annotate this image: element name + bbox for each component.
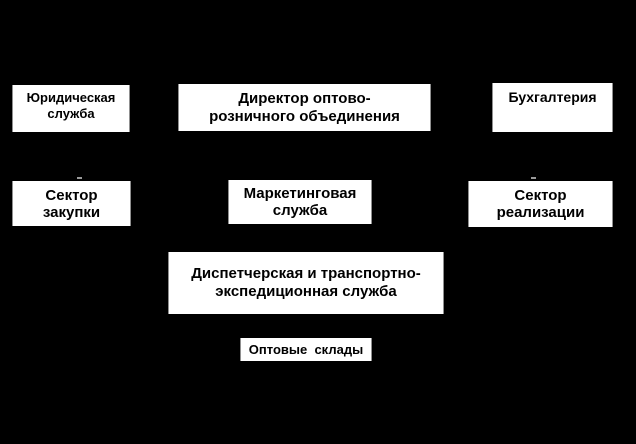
node-purchasing-sector [12, 181, 131, 226]
node-wholesale-warehouses-line1: Оптовые склады [248, 342, 364, 357]
node-dispatch-service-line1: Диспетчерская и транспортно- [191, 265, 421, 282]
node-director-line1: Директор оптово- [238, 89, 371, 107]
node-purchasing-sector-line1: Сектор [45, 186, 98, 204]
node-dispatch-service [168, 252, 444, 314]
node-marketing-service [228, 180, 372, 224]
node-accounting-line1: Бухгалтерия [508, 89, 597, 105]
node-legal-service-line1: Юридическая [26, 90, 116, 105]
node-wholesale-warehouses [240, 338, 372, 361]
node-purchasing-sector-line2: закупки [42, 203, 101, 221]
node-marketing-service-line1: Маркетинговая [243, 185, 357, 202]
node-director [178, 84, 431, 131]
node-legal-service-line2: служба [47, 106, 95, 121]
node-marketing-service-line2: служба [272, 202, 328, 219]
connector-remnant-tick [77, 177, 82, 179]
node-dispatch-service-line2: экспедиционная служба [215, 283, 397, 300]
node-accounting [492, 83, 613, 132]
node-director-line2: розничного объединения [209, 107, 400, 125]
connector-remnant-tick [531, 177, 536, 179]
node-sales-sector-line2: реализации [496, 204, 585, 221]
node-legal-service [12, 85, 130, 132]
node-sales-sector [468, 181, 613, 227]
node-sales-sector-line1: Сектор [514, 187, 567, 204]
